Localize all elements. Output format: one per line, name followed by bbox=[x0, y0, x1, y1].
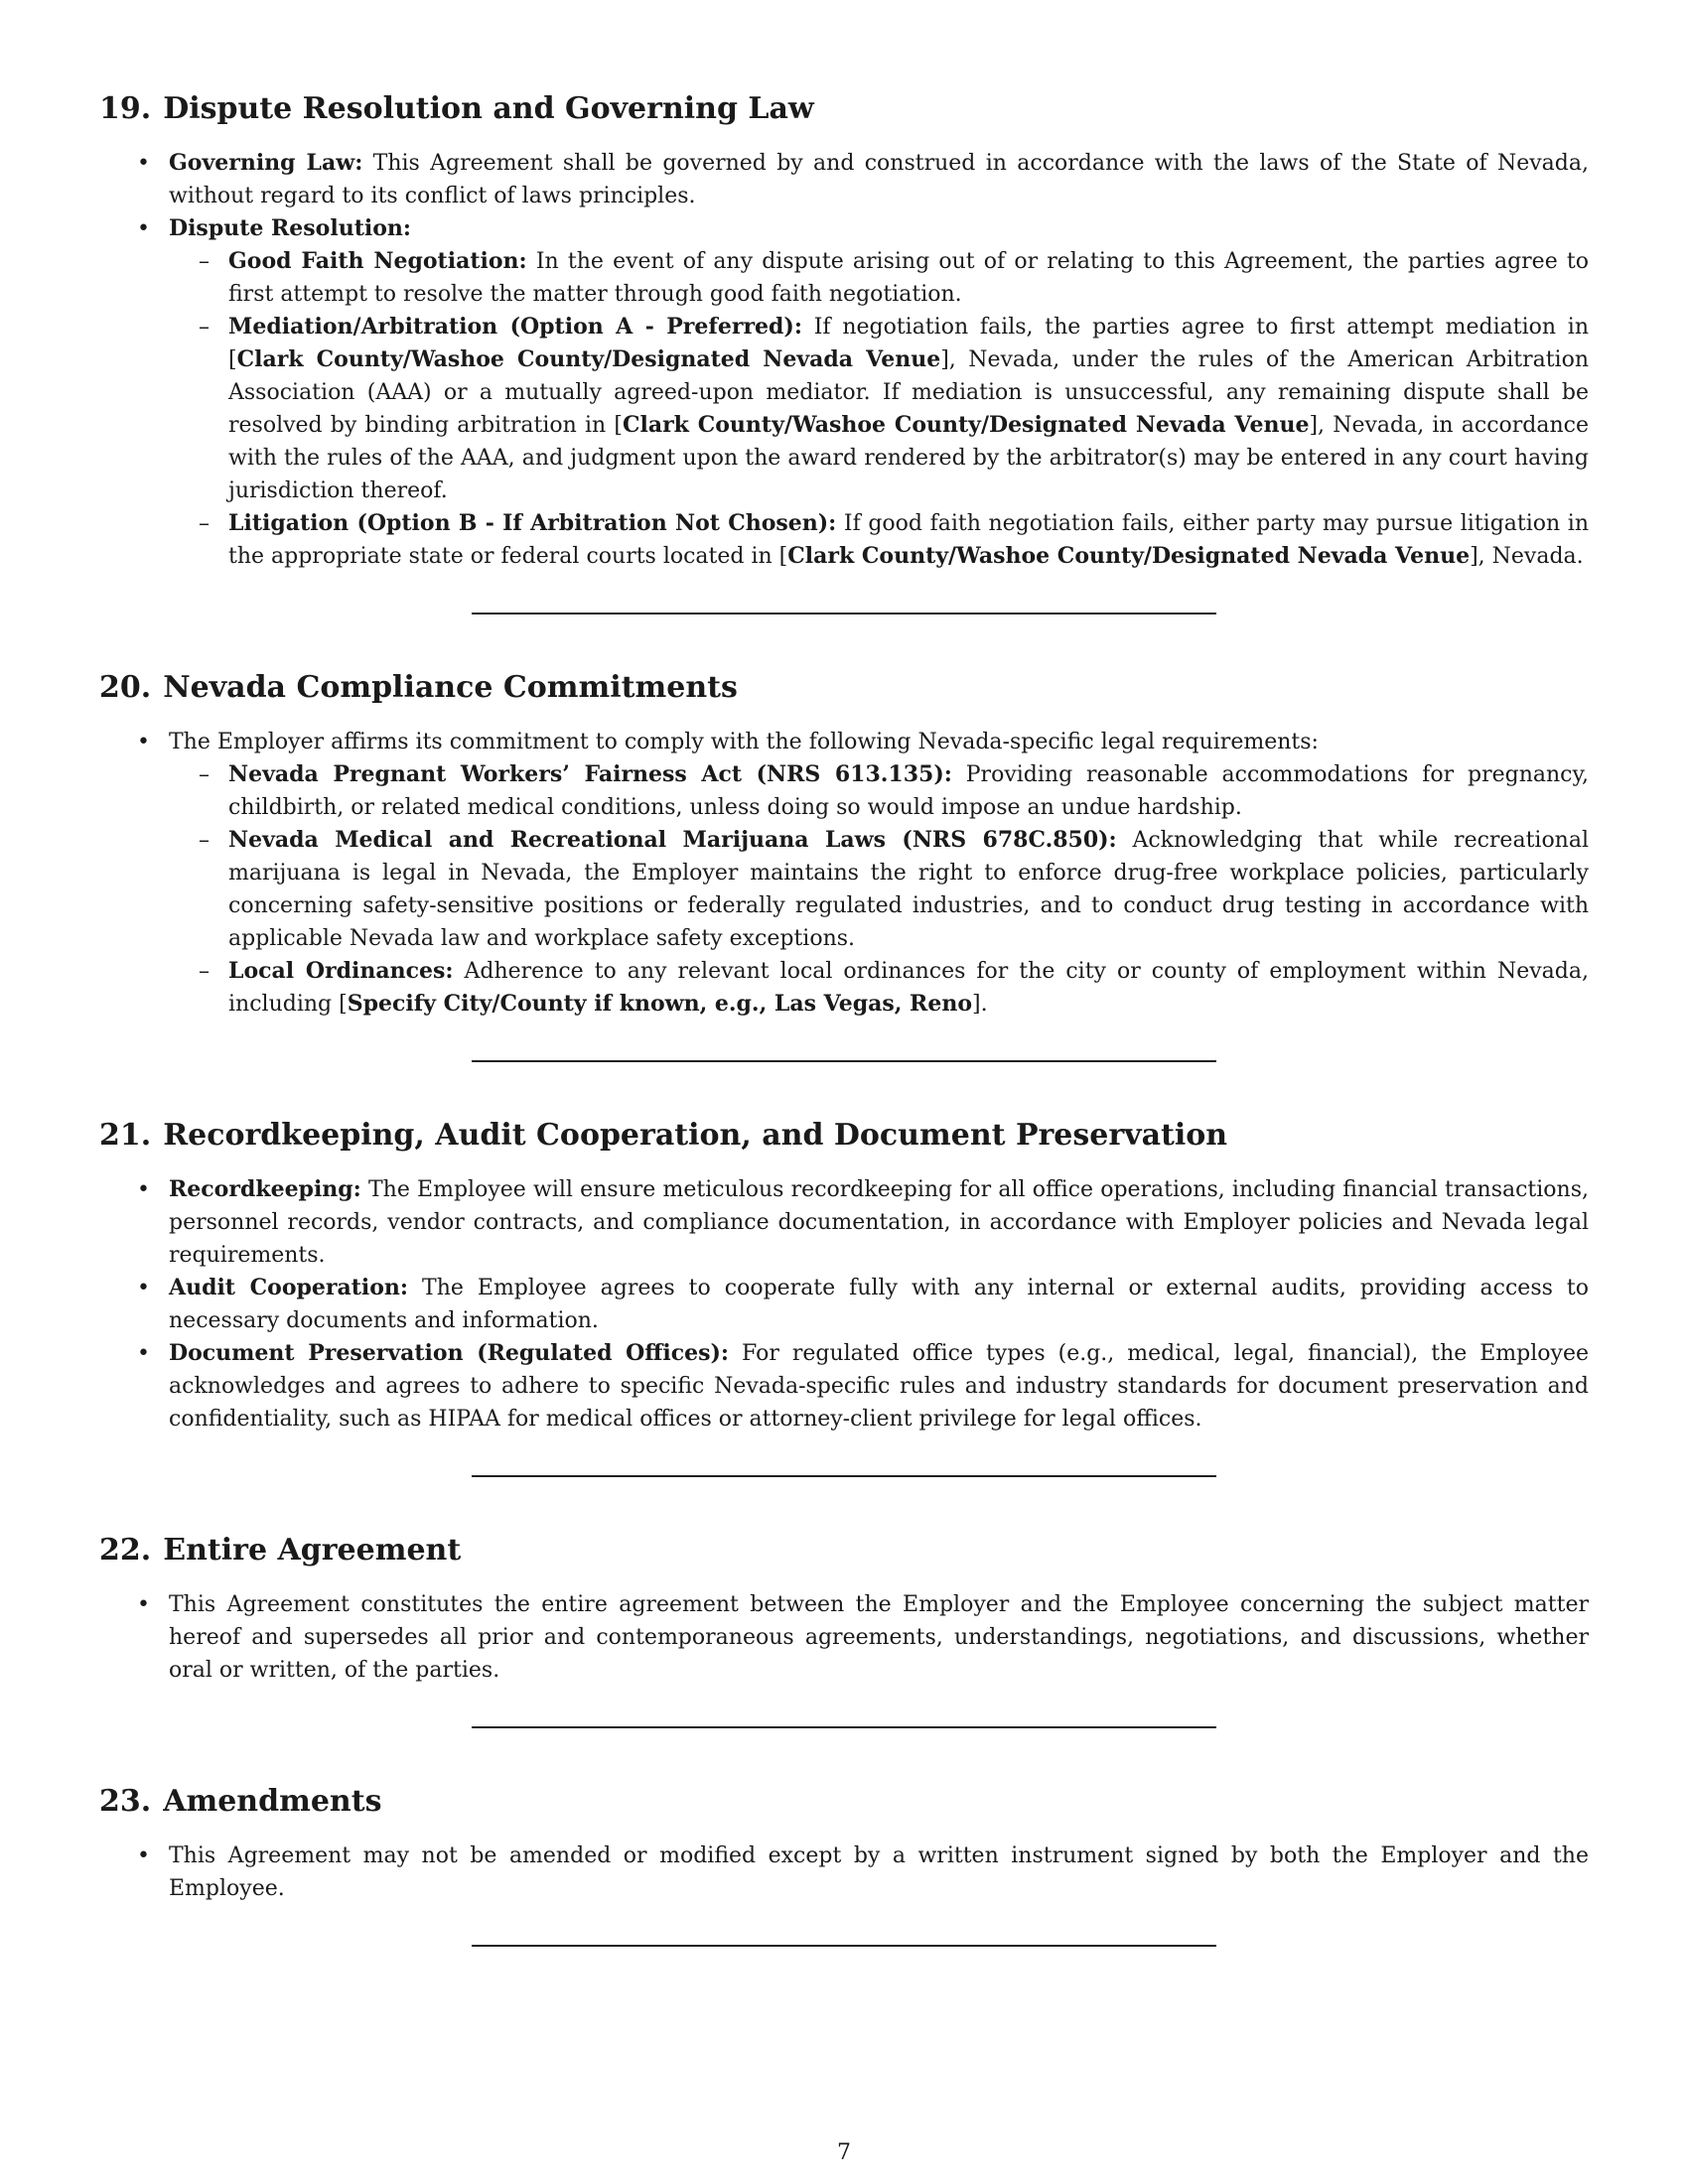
section-22 bbox=[99, 1533, 1589, 1728]
list-item bbox=[99, 1337, 1589, 1435]
sub-list-item bbox=[169, 955, 1589, 1021]
bullet-list bbox=[99, 1173, 1589, 1435]
bullet-list bbox=[99, 1840, 1589, 1905]
list-item bbox=[99, 1272, 1589, 1337]
list-item bbox=[99, 147, 1589, 212]
section-23 bbox=[99, 1784, 1589, 1947]
document-page bbox=[99, 91, 1589, 2002]
section-title: Entire Agreement bbox=[163, 1533, 462, 1568]
section-divider bbox=[472, 613, 1216, 614]
venue-placeholder: Clark County/Washoe County/Designated Nevada Venue bbox=[236, 346, 941, 372]
item-text: ], Nevada, in accordance with the rules of the AAA, and judgment upon the award rendered by the arbitrator(s) may be entered in any court having jurisdiction thereof. bbox=[228, 413, 1589, 503]
item-label: Dispute Resolution: bbox=[169, 215, 412, 241]
list-item bbox=[99, 212, 1589, 573]
item-text: This Agreement may not be amended or modified except by a written instrument signed by both the Employer and the Employee. bbox=[169, 1843, 1589, 1901]
sub-list-item bbox=[169, 311, 1589, 507]
item-text: Acknowledging that while recreational marijuana is legal in Nevada, the Employer maintains the right to enforce drug-free workplace policies, particularly concerning safety-sensitive positions or federally regulated industries, and to conduct drug testing in accordance with applicable Nevada law and workplace safety exceptions. bbox=[228, 828, 1590, 951]
item-label: Litigation (Option B - If Arbitration Not Chosen): bbox=[228, 510, 837, 536]
item-label: Nevada Pregnant Workers’ Fairness Act (NRS 613.135): bbox=[228, 761, 952, 787]
item-text: The Employee agrees to cooperate fully with any internal or external audits, providing access to necessary documents and information. bbox=[169, 1276, 1589, 1333]
item-label: Document Preservation (Regulated Offices): bbox=[169, 1340, 730, 1366]
item-text: ], Nevada. bbox=[1470, 544, 1584, 569]
item-text: This Agreement shall be governed by and construed in accordance with the laws of the State of Nevada, without regard to its conflict of laws principles. bbox=[169, 151, 1589, 208]
section-heading bbox=[99, 91, 1589, 127]
item-label: Good Faith Negotiation: bbox=[228, 248, 527, 274]
item-text: In the event of any dispute arising out of or relating to this Agreement, the parties agree to first attempt to resolve the matter through good faith negotiation. bbox=[228, 249, 1589, 307]
sub-list-item bbox=[169, 758, 1589, 824]
section-heading bbox=[99, 1533, 1589, 1569]
section-21 bbox=[99, 1118, 1589, 1477]
section-heading bbox=[99, 1118, 1589, 1154]
page-number: 7 bbox=[837, 2140, 851, 2165]
section-heading bbox=[99, 670, 1589, 706]
section-20 bbox=[99, 670, 1589, 1062]
item-label: Governing Law: bbox=[169, 150, 363, 176]
sub-list bbox=[169, 245, 1589, 573]
sub-list-item bbox=[169, 824, 1589, 955]
item-label: Recordkeeping: bbox=[169, 1176, 361, 1202]
sub-list-item bbox=[169, 245, 1589, 311]
section-title: Amendments bbox=[163, 1784, 382, 1819]
item-text: ]. bbox=[972, 992, 988, 1017]
section-title: Nevada Compliance Commitments bbox=[163, 670, 738, 705]
section-number: 23. bbox=[99, 1784, 152, 1819]
section-19 bbox=[99, 91, 1589, 614]
item-text: The Employee will ensure meticulous recordkeeping for all office operations, including financial transactions, personnel records, vendor contracts, and compliance documentation, in accordance with Employer policies and Nevada legal requirements. bbox=[169, 1177, 1589, 1268]
item-label: Local Ordinances: bbox=[228, 958, 454, 984]
section-number: 20. bbox=[99, 670, 152, 705]
section-divider bbox=[472, 1726, 1216, 1728]
sub-list bbox=[169, 758, 1589, 1021]
list-item bbox=[99, 1840, 1589, 1905]
item-text: If good faith negotiation fails, either party may pursue litigation in the appropriate state or federal courts located in [ bbox=[228, 511, 1589, 569]
section-number: 19. bbox=[99, 91, 152, 126]
item-text: For regulated office types (e.g., medical, legal, financial), the Employee acknowledges and agrees to adhere to specific Nevada-specific rules and industry standards for document preservation and confidentiality, such as HIPAA for medical offices or attorney-client privilege for legal offices. bbox=[169, 1341, 1590, 1432]
item-text: Providing reasonable accommodations for pregnancy, childbirth, or related medical conditions, unless doing so would impose an undue hardship. bbox=[228, 762, 1589, 820]
item-label: Mediation/Arbitration (Option A - Preferred): bbox=[228, 314, 802, 340]
bullet-list bbox=[99, 1588, 1589, 1687]
item-text: ], Nevada, under the rules of the American Arbitration Association (AAA) or a mutually agreed-upon mediator. If mediation is unsuccessful, any remaining dispute shall be resolved by binding arbitration in [ bbox=[228, 347, 1590, 438]
section-number: 22. bbox=[99, 1533, 152, 1568]
section-title: Recordkeeping, Audit Cooperation, and Document Preservation bbox=[163, 1118, 1228, 1153]
item-text: The Employer affirms its commitment to comply with the following Nevada-specific legal requirements: bbox=[169, 730, 1319, 754]
section-heading bbox=[99, 1784, 1589, 1820]
item-text: Adherence to any relevant local ordinances for the city or county of employment within Nevada, including [ bbox=[228, 959, 1589, 1017]
list-item bbox=[99, 1173, 1589, 1272]
section-divider bbox=[472, 1060, 1216, 1062]
sub-list-item bbox=[169, 507, 1589, 573]
item-text: If negotiation fails, the parties agree to first attempt mediation in [ bbox=[228, 315, 1589, 372]
section-divider bbox=[472, 1475, 1216, 1477]
section-number: 21. bbox=[99, 1118, 152, 1153]
bullet-list bbox=[99, 147, 1589, 573]
city-placeholder: Specify City/County if known, e.g., Las Vegas, Reno bbox=[347, 991, 973, 1017]
item-text: This Agreement constitutes the entire agreement between the Employer and the Employee concerning the subject matter hereof and supersedes all prior and contemporaneous agreements, understandings, negotiations, and discussions, whether oral or written, of the parties. bbox=[169, 1592, 1589, 1683]
item-label: Nevada Medical and Recreational Marijuana Laws (NRS 678C.850): bbox=[228, 827, 1117, 853]
venue-placeholder: Clark County/Washoe County/Designated Nevada Venue bbox=[622, 412, 1310, 438]
section-divider bbox=[472, 1945, 1216, 1947]
bullet-list bbox=[99, 726, 1589, 1021]
list-item bbox=[99, 1588, 1589, 1687]
item-label: Audit Cooperation: bbox=[169, 1275, 409, 1300]
section-title: Dispute Resolution and Governing Law bbox=[163, 91, 814, 126]
venue-placeholder: Clark County/Washoe County/Designated Nevada Venue bbox=[787, 543, 1471, 569]
list-item bbox=[99, 726, 1589, 1021]
